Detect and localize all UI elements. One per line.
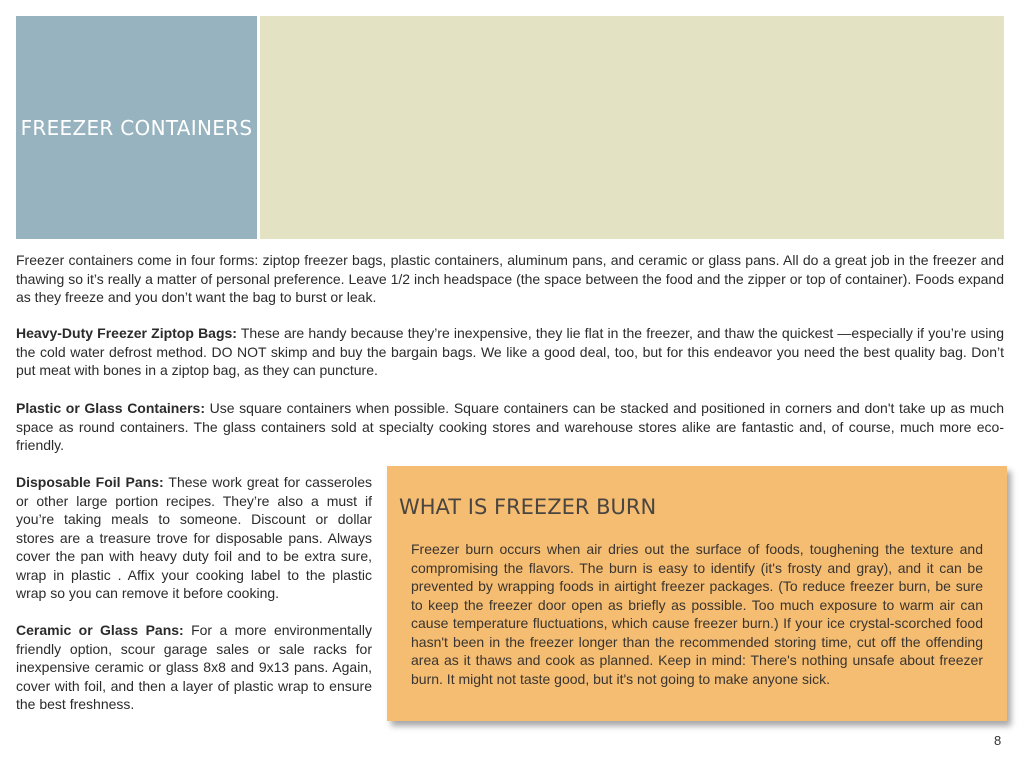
page-title: FREEZER CONTAINERS [20,115,253,140]
bags-text: These are handy because they’re inexpensive, they lie flat in the freezer, and thaw the quickest —especially if you’re using the cold water defrost method. DO NOT skimp and buy the bargain bags. We like a good deal, too, but for this endeavor you need the best quality bag. Don’t put meat with bones in a ziptop bag, as they can puncture. [16,325,1004,378]
ceramic-paragraph [16,621,372,714]
banner-color-block [260,16,1004,239]
plastic-heading: Plastic or Glass Containers: [16,400,205,416]
callout-title: WHAT IS FREEZER BURN [399,495,657,519]
ceramic-heading: Ceramic or Glass Pans: [16,622,184,638]
plastic-text: Use square containers when possible. Square containers can be stacked and positioned in corners and don't take up as much space as round containers. The glass containers sold at specialty cooking stores and warehouse stores alike are fantastic and, of course, much more eco-friendly. [16,400,1004,453]
bags-heading: Heavy-Duty Freezer Ziptop Bags: [16,325,237,341]
page-number: 8 [994,733,1002,748]
foil-heading: Disposable Foil Pans: [16,474,164,490]
foil-paragraph [16,473,372,603]
ceramic-text: For a more environmentally friendly option, scour garage sales or sale racks for inexpensive ceramic or glass 8x8 and 9x13 pans. Again, cover with foil, and then a layer of plastic wrap to ensure the best freshness. [16,622,373,712]
freezer-burn-callout [387,466,1007,721]
plastic-paragraph [16,399,1004,455]
bags-paragraph [16,324,1004,380]
foil-text: These work great for casseroles or other large portion recipes. They’re also a must if you’re taking meals to someone. Discount or dollar stores are a treasure trove for disposable pans. Always cover the pan with heavy duty foil and to be extra sure, wrap in plastic . Affix your cooking label to the plastic wrap so you can remove it before cooking. [16,474,372,601]
callout-body: Freezer burn occurs when air dries out the surface of foods, toughening the texture and compromising the flavors. The burn is easy to identify (it's frosty and gray), and it can be prevented by wrapping foods in airtight freezer packages. (To reduce freezer burn, be sure to keep the freezer door open as briefly as possible. Too much exposure to warm air can cause temperature fluctuations, which cause freezer burn.) If your ice crystal-scorched food hasn't been in the freezer longer than the recommended storing time, cut off the offending area as it thaws and cook as planned. Keep in mind: There's nothing unsafe about freezer burn. It might not taste good, but it's not going to make anyone sick. [411,541,983,687]
intro-paragraph: Freezer containers come in four forms: ziptop freezer bags, plastic containers, aluminum pans, and ceramic or glass pans. All do a great job in the freezer and thawing so it’s really a matter of personal preference. Leave 1/2 inch headspace (the space between the food and the zipper or top of container). Foods expand as they freeze and you don’t want the bag to burst or leak. [16,252,1004,305]
banner-title-box [16,16,257,239]
